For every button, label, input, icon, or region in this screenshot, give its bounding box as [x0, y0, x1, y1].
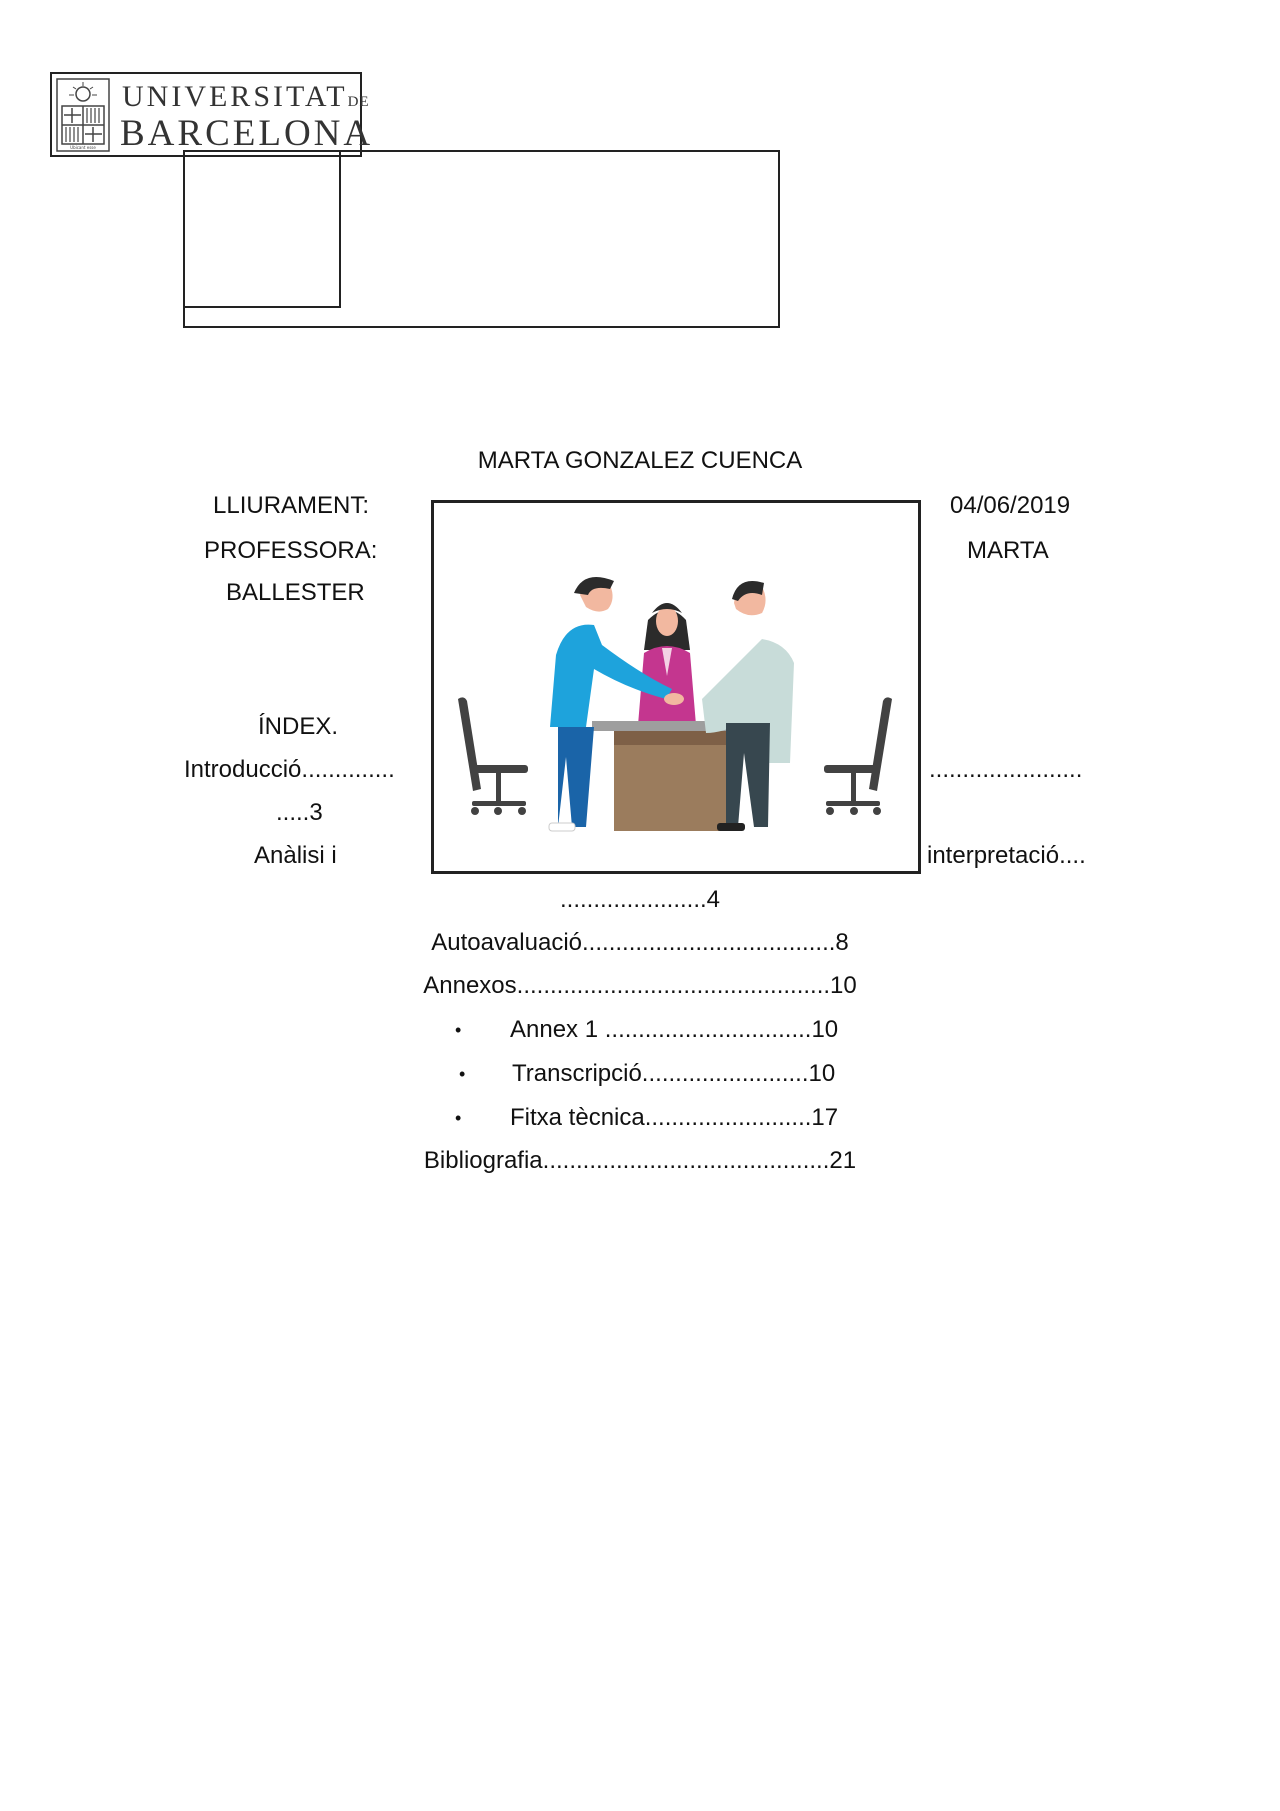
index-intro-page: .....3: [276, 799, 323, 826]
bullet-marker: •: [455, 1108, 462, 1128]
left-chair-icon: [458, 697, 528, 815]
index-intro-right: .......................: [929, 756, 1083, 783]
bullet-marker: •: [459, 1064, 466, 1084]
university-logo: [50, 72, 374, 157]
author-name: MARTA GONZALEZ CUENCA: [477, 447, 803, 474]
index-analysis-left: Anàlisi i: [254, 842, 337, 869]
empty-frame-inner: [183, 150, 341, 308]
handshake-icon: [664, 693, 684, 705]
delivery-date: 04/06/2019: [950, 492, 1071, 519]
logo-text-barcelona: BARCELONA: [120, 113, 374, 154]
woman-figure: [638, 603, 696, 725]
handshake-meeting-image: [434, 503, 918, 871]
index-analysis-page: ......................4: [559, 886, 721, 913]
delivery-label: LLIURAMENT:: [213, 492, 370, 519]
index-analysis-right: interpretació....: [927, 842, 1086, 869]
professor-label: PROFESSORA:: [204, 537, 378, 564]
svg-text:Ubicant esse: Ubicant esse: [70, 145, 96, 150]
index-item-bibliografia: Bibliografia...........................................21: [423, 1147, 857, 1174]
index-subitem-fitxa-tecnica: Fitxa tècnica.........................17: [510, 1104, 839, 1131]
index-intro-left: Introducció..............: [184, 756, 395, 783]
index-item-annexos: Annexos...............................................10: [423, 972, 857, 999]
right-chair-icon: [824, 697, 892, 815]
professor-last-name: BALLESTER: [226, 579, 365, 606]
meeting-illustration: [431, 500, 921, 874]
university-seal-icon: [56, 78, 110, 152]
index-subitem-annex1: Annex 1 ...............................10: [510, 1016, 839, 1043]
index-subitem-transcripcio: Transcripció.........................10: [512, 1060, 836, 1087]
professor-first-name: MARTA: [967, 537, 1049, 564]
logo-text-universitat: UNIVERSITATDE: [122, 80, 370, 113]
index-item-autoavaluacio: Autoavaluació......................................8: [431, 929, 849, 956]
index-title: ÍNDEX.: [258, 713, 339, 740]
bullet-marker: •: [455, 1020, 462, 1040]
